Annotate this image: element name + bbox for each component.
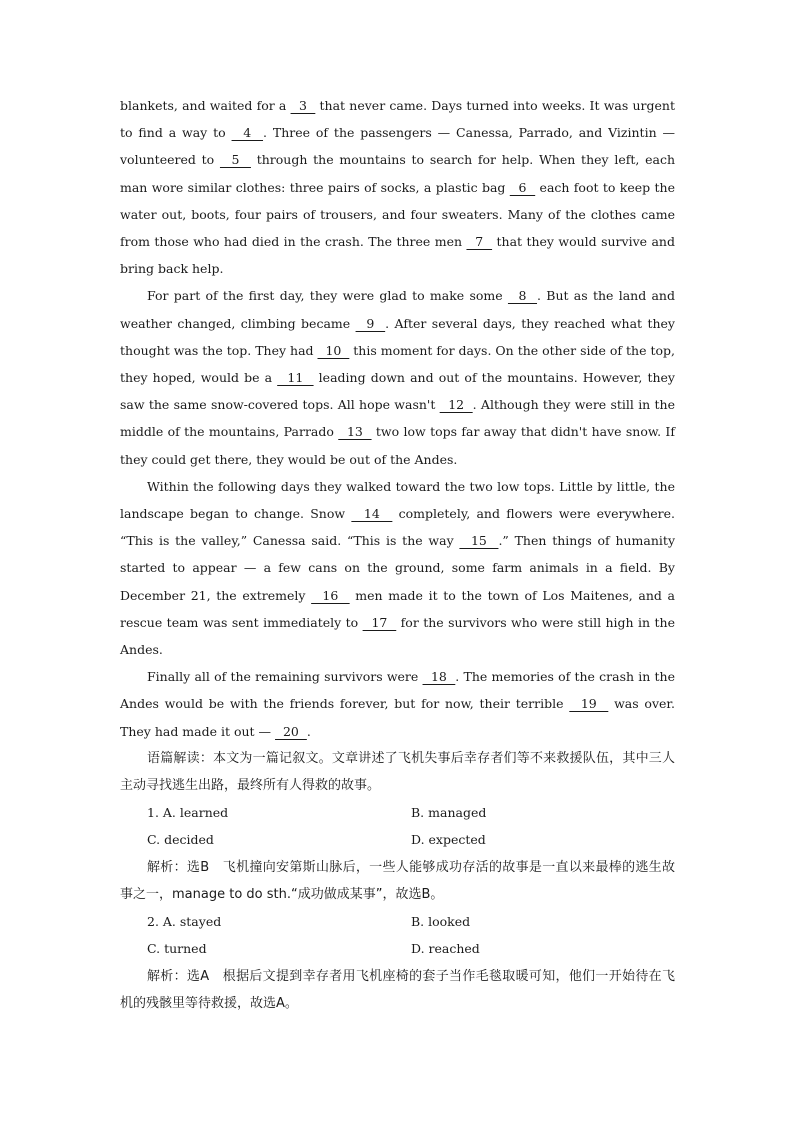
option-d: D. expected [411, 832, 486, 848]
question-1 [120, 799, 675, 908]
text: two low tops far away that didn't have snow. If they could get there, they would be out of the Andes. [120, 424, 675, 467]
text: completely, and flowers were everywhere. “This is the valley,” Canessa said. “This is the way [120, 506, 675, 549]
question-2 [120, 908, 675, 1017]
option-b: B. managed [411, 805, 487, 821]
blank-17: 17 [362, 614, 397, 630]
discourse-summary: 语篇解读：本文为一篇记叙文。文章讲述了飞机失事后幸存者们等不来救援队伍，其中三人主动寻找逃生出路，最终所有人得救的故事。 [120, 750, 675, 794]
option-d: D. reached [411, 941, 480, 957]
blank-3: 3 [290, 98, 316, 113]
text: for the survivors who were still high in the Andes. [120, 614, 675, 658]
blank-11: 11 [277, 370, 314, 386]
options-row [120, 799, 675, 826]
question-analysis: 解析：选A 根据后文提到幸存者用飞机座椅的套子当作毛毯取暖可知，他们一开始待在飞机的残骸里等待救援，故选A。 [120, 968, 675, 1011]
blank-9: 9 [355, 315, 386, 331]
text: that never came. Days turned into weeks. It was urgent to find a way to [120, 98, 675, 141]
blank-4: 4 [231, 125, 264, 141]
blank-12: 12 [439, 397, 473, 413]
text: Finally all of the remaining survivors were [147, 669, 423, 685]
text: blankets, and waited for a [120, 98, 291, 113]
text: each foot to keep the water out, boots, four pairs of trousers, and four sweaters. Many of the clothes came from those who had died in the crash. The three men [120, 179, 675, 250]
text: Within the following days they walked toward the two low tops. Little by little, the landscape began to change. Snow [120, 478, 675, 522]
options-row [120, 935, 675, 962]
text: through the mountains to search for help. When they left, each man wore similar clothes: three pairs of socks, a plastic bag [120, 152, 676, 195]
passage-paragraph-1 [120, 92, 675, 282]
text: that they would survive and bring back help. [120, 234, 675, 277]
question-analysis: 解析：选B 飞机撞向安第斯山脉后，一些人能够成功存活的故事是一直以来最棒的逃生故事之一，manage to do sth.“成功做成某事”，故选B。 [120, 859, 675, 902]
text: . Three of the passengers — Canessa, Parrado, and Vizintin — volunteered to [120, 125, 675, 168]
text: . [306, 723, 311, 739]
option-b: B. looked [411, 914, 471, 930]
blank-5: 5 [219, 152, 251, 168]
blank-18: 18 [422, 669, 456, 685]
blank-10: 10 [317, 342, 350, 358]
blank-6: 6 [509, 179, 536, 195]
text: leading down and out of the mountains. However, they saw the same snow-covered tops. All hope wasn't [120, 370, 675, 413]
options-row [120, 826, 675, 853]
blank-14: 14 [351, 506, 393, 522]
blank-16: 16 [311, 587, 350, 603]
text: this moment for days. On the other side of the top, they hoped, would be a [120, 342, 675, 386]
blank-19: 19 [569, 696, 609, 712]
blank-20: 20 [275, 723, 307, 739]
text: . Although they were still in the middle of the mountains, Parrado [120, 397, 675, 440]
blank-15: 15 [459, 533, 499, 549]
text: . The memories of the crash in the Andes would be with the friends forever, but for now, their terrible [120, 669, 675, 712]
option-c: C. turned [147, 941, 207, 957]
text: was over. They had made it out — [120, 696, 675, 739]
option-a: 2. A. stayed [147, 914, 222, 930]
passage-paragraph-4 [120, 663, 675, 745]
document-page [120, 92, 675, 1017]
blank-13: 13 [338, 424, 372, 440]
option-c: C. decided [147, 832, 214, 848]
text: . But as the land and weather changed, climbing became [120, 288, 675, 331]
text: .” Then things of humanity started to appear — a few cans on the ground, some farm animals in a field. By December 21, the extremely [120, 533, 675, 603]
passage-paragraph-2 [120, 282, 675, 472]
blank-8: 8 [507, 288, 538, 304]
option-a: 1. A. learned [147, 805, 229, 821]
text: men made it to the town of Los Maitenes, and a rescue team was sent immediately to [120, 587, 675, 630]
options-row [120, 908, 675, 935]
passage-paragraph-3 [120, 473, 675, 663]
text: For part of the first day, they were glad to make some [147, 288, 508, 304]
blank-7: 7 [466, 234, 493, 250]
text: . After several days, they reached what they thought was the top. They had [120, 315, 675, 358]
